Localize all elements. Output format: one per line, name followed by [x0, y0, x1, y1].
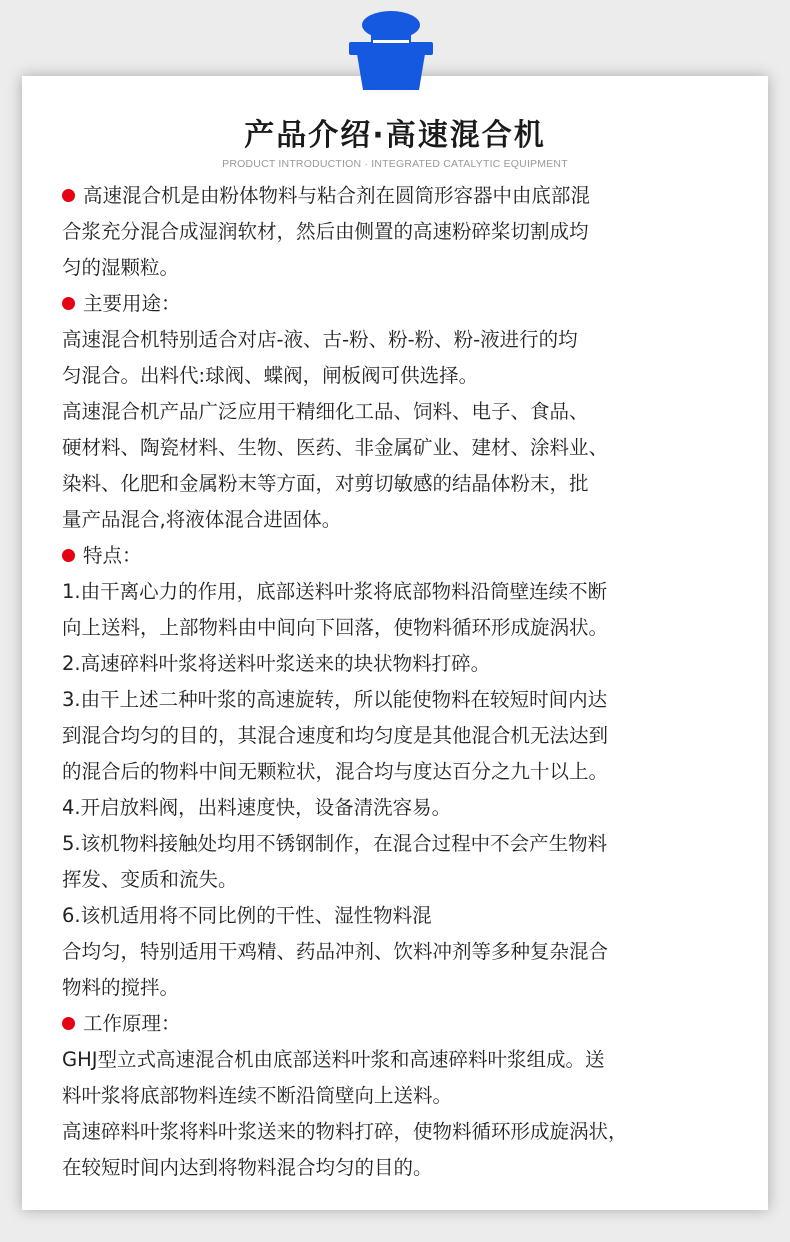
line-text: 高速混合机是由粉体物料与粘合剂在圆筒形容器中由底部混 — [83, 184, 591, 207]
text-line — [62, 646, 746, 682]
red-bullet-icon — [62, 549, 75, 562]
text-line — [62, 358, 746, 394]
line-text: 匀混合。出料代:球阀、蝶阀，闸板阀可供选择。 — [62, 364, 479, 387]
text-line — [62, 430, 746, 466]
text-line — [62, 214, 746, 250]
text-line — [62, 718, 746, 754]
red-bullet-icon — [62, 189, 75, 202]
line-text: 2.高速碎料叶浆将送料叶浆送来的块状物料打碎。 — [62, 652, 491, 675]
line-text: 物料的搅拌。 — [62, 976, 180, 999]
line-text: 高速混合机特别适合对店-液、古-粉、粉-粉、粉-液进行的均 — [62, 328, 578, 351]
text-line — [62, 1042, 746, 1078]
text-line — [62, 1150, 746, 1186]
text-line — [62, 610, 746, 646]
text-line — [62, 934, 746, 970]
text-line — [62, 826, 746, 862]
section-heading-line — [62, 538, 746, 574]
line-text: 高速碎料叶浆将料叶浆送来的物料打碎，使物料循环形成旋涡状， — [62, 1120, 628, 1143]
line-text: 6.该机适用将不同比例的干性、湿性物料混 — [62, 904, 432, 927]
section-heading-line — [62, 178, 746, 214]
line-text: 挥发、变质和流失。 — [62, 868, 238, 891]
pagoda-logo-icon — [349, 10, 433, 92]
line-text: 在较短时间内达到将物料混合均匀的目的。 — [62, 1156, 433, 1179]
text-line — [62, 502, 746, 538]
page-subtitle: PRODUCT INTRODUCTION · INTEGRATED CATALYTIC EQUIPMENT — [222, 158, 568, 170]
red-bullet-icon — [62, 297, 75, 310]
text-line — [62, 1078, 746, 1114]
line-text: 3.由干上述二种叶浆的高速旋转，所以能使物料在较短时间内达 — [62, 688, 608, 711]
line-text: 的混合后的物料中间无颗粒状，混合均与度达百分之九十以上。 — [62, 760, 609, 783]
text-line — [62, 970, 746, 1006]
line-text: 主要用途： — [83, 292, 181, 315]
line-text: 染料、化肥和金属粉末等方面，对剪切敏感的结晶体粉末，批 — [62, 472, 589, 495]
section-heading-line — [62, 1006, 746, 1042]
text-line — [62, 862, 746, 898]
line-text: 工作原理： — [83, 1012, 181, 1035]
text-line — [62, 682, 746, 718]
line-text: 料叶浆将底部物料连续不断沿筒壁向上送料。 — [62, 1084, 453, 1107]
line-text: 合均匀，特别适用干鸡精、药品冲剂、饮料冲剂等多种复杂混合 — [62, 940, 609, 963]
text-line — [62, 574, 746, 610]
product-description — [62, 178, 746, 1186]
section-heading-line — [62, 286, 746, 322]
line-text: 量产品混合,将液体混合进固体。 — [62, 508, 342, 531]
line-text: 硬材料、陶瓷材料、生物、医药、非金属矿业、建材、涂料业、 — [62, 436, 609, 459]
line-text: 到混合均匀的目的，其混合速度和均匀度是其他混合机无法达到 — [62, 724, 609, 747]
text-line — [62, 898, 746, 934]
line-text: 特点： — [83, 544, 142, 567]
text-line — [62, 790, 746, 826]
text-line — [62, 754, 746, 790]
page-title: 产品介绍·高速混合机 — [244, 118, 546, 153]
text-line — [62, 466, 746, 502]
text-line — [62, 322, 746, 358]
line-text: GHJ型立式高速混合机由底部送料叶浆和高速碎料叶浆组成。送 — [62, 1048, 605, 1071]
line-text: 高速混合机产品广泛应用干精细化工品、饲料、电子、食品、 — [62, 400, 589, 423]
line-text: 1.由干离心力的作用，底部送料叶浆将底部物料沿筒壁连续不断 — [62, 580, 608, 603]
text-line — [62, 1114, 746, 1150]
line-text: 向上送料，上部物料由中间向下回落，使物料循环形成旋涡状。 — [62, 616, 609, 639]
line-text: 5.该机物料接触处均用不锈钢制作，在混合过程中不会产生物料 — [62, 832, 608, 855]
line-text: 4.开启放料阀，出料速度快，设备清洗容易。 — [62, 796, 452, 819]
line-text: 合浆充分混合成湿润软材，然后由侧置的高速粉碎桨切割成均 — [62, 220, 589, 243]
text-line — [62, 250, 746, 286]
text-line — [62, 394, 746, 430]
line-text: 匀的湿颗粒。 — [62, 256, 180, 279]
red-bullet-icon — [62, 1017, 75, 1030]
